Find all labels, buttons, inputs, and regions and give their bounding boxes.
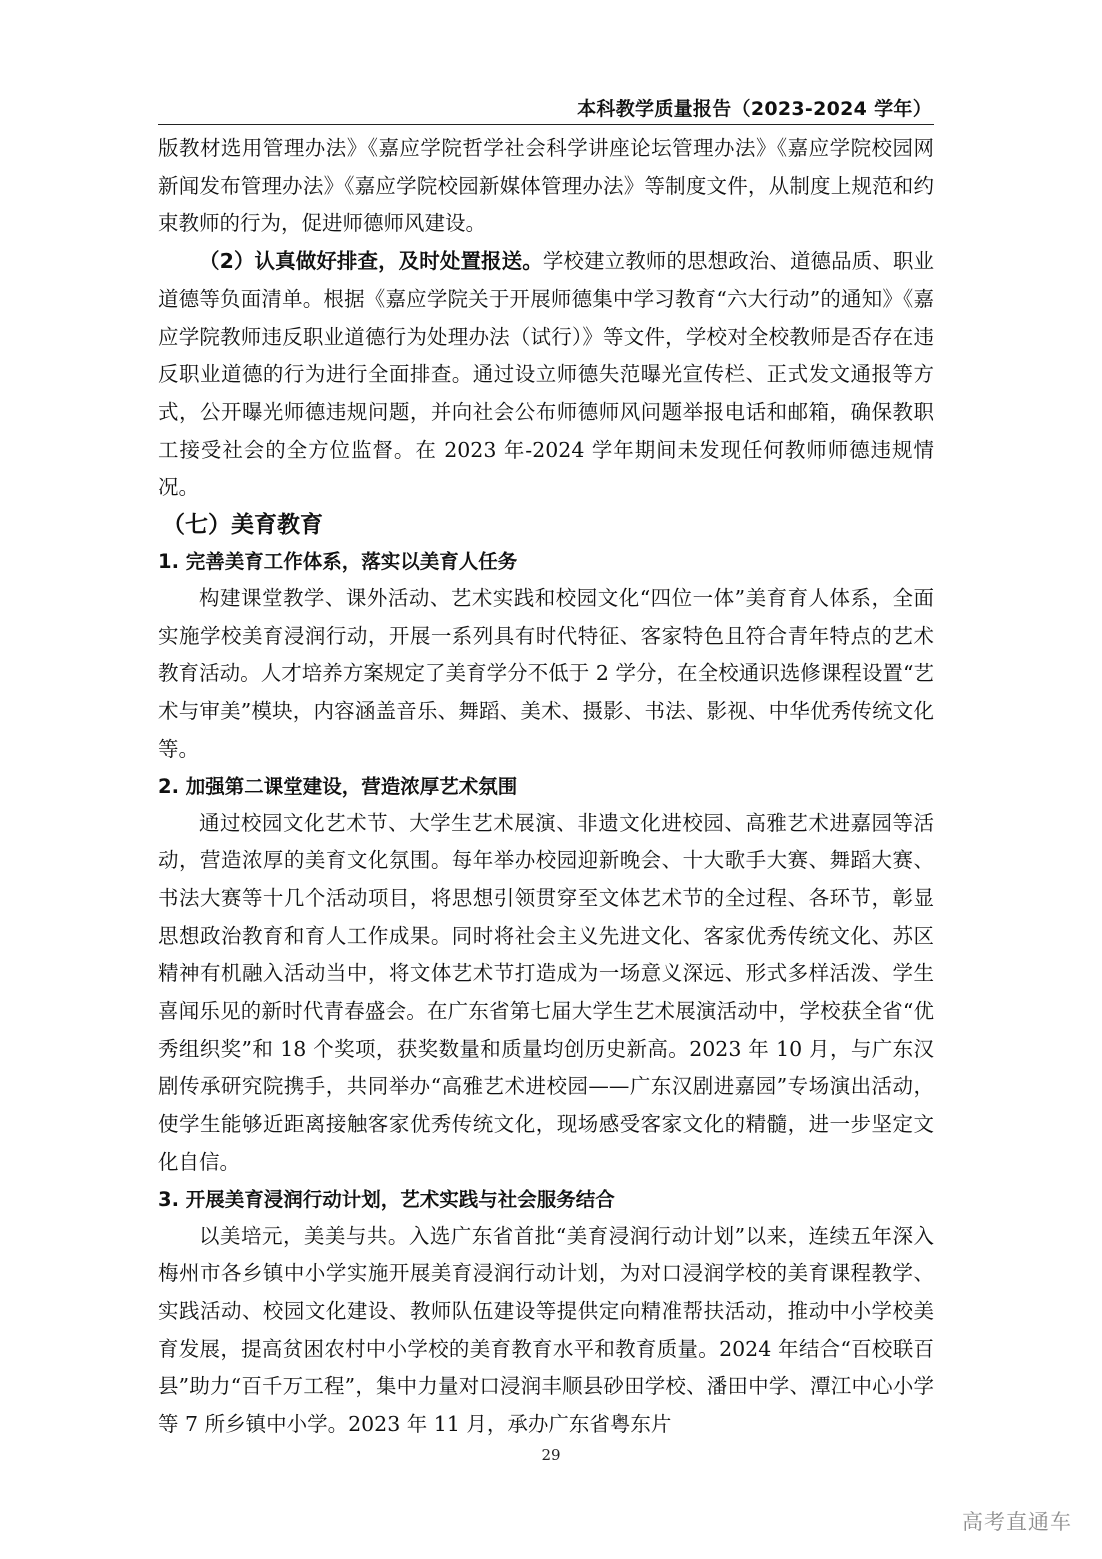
subsection-heading-3: 3. 开展美育浸润行动计划，艺术实践与社会服务结合 (158, 1187, 615, 1211)
running-header: 本科教学质量报告（2023-2024 学年） (577, 98, 932, 120)
page-number: 29 (541, 1446, 561, 1464)
page-body (158, 130, 934, 1444)
paragraph-text: 学校建立教师的思想政治、道德品质、职业道德等负面清单。根据《嘉应学院关于开展师德集中学习教育“六大行动”的通知》《嘉应学院教师违反职业道德行为处理办法（试行）》等文件，学校对全校教师是否存在违反职业道德的行为进行全面排查。通过设立师德失范曝光宣传栏、正式发文通报等方式，公开曝光师德违规问题，并向社会公布师德师风问题举报电话和邮箱，确保教职工接受社会的全方位监督。在 2023 年-2024 学年期间未发现任何教师师德违规情况。 (158, 249, 935, 500)
subsection-2-text: 通过校园文化艺术节、大学生艺术展演、非遗文化进校园、高雅艺术进嘉园等活动，营造浓厚的美育文化氛围。每年举办校园迎新晚会、十大歌手大赛、舞蹈大赛、书法大赛等十几个活动项目，将思想引领贯穿至文体艺术节的全过程、各环节，彰显思想政治教育和育人工作成果。同时将社会主义先进文化、客家优秀传统文化、苏区精神有机融入活动当中，将文体艺术节打造成为一场意义深远、形式多样活泼、学生喜闻乐见的新时代青春盛会。在广东省第七届大学生艺术展演活动中，学校获全省“优秀组织奖”和 18 个奖项，获奖数量和质量均创历史新高。2023 年 10 月，与广东汉剧传承研究院携手，共同举办“高雅艺术进校园——广东汉剧进嘉园”专场演出活动，使学生能够近距离接触客家优秀传统文化，现场感受客家文化的精髓，进一步坚定文化自信。 (158, 810, 934, 1174)
paragraph-continued: 版教材选用管理办法》《嘉应学院哲学社会科学讲座论坛管理办法》《嘉应学院校园网新闻发布管理办法》《嘉应学院校园新媒体管理办法》等制度文件，从制度上规范和约束教师的行为，促进师德师风建设。 (158, 136, 934, 236)
paragraph-investigation (158, 243, 934, 507)
section-heading: （七）美育教育 (162, 512, 323, 539)
subsection-3-text: 以美培元，美美与共。入选广东省首批“美育浸润行动计划”以来，连续五年深入梅州市各乡镇中小学实施开展美育浸润行动计划，为对口浸润学校的美育课程教学、实践活动、校园文化建设、教师队伍建设等提供定向精准帮扶活动，推动中小学校美育发展，提高贫困农村中小学校的美育教育水平和教育质量。2024 年结合“百校联百县”助力“百千万工程”，集中力量对口浸润丰顺县砂田学校、潘田中学、潭江中心小学等 7 所乡镇中小学。2023 年 11 月，承办广东省粤东片 (158, 1223, 934, 1437)
subsection-1-text: 构建课堂教学、课外活动、艺术实践和校园文化“四位一体”美育育人体系，全面实施学校美育浸润行动，开展一系列具有时代特征、客家特色且符合青年特点的艺术教育活动。人才培养方案规定了美育学分不低于 2 学分，在全校通识选修课程设置“艺术与审美”模块，内容涵盖音乐、舞蹈、美术、摄影、书法、影视、中华优秀传统文化等。 (158, 586, 934, 761)
subsection-heading-2: 2. 加强第二课堂建设，营造浓厚艺术氛围 (158, 774, 518, 798)
watermark: 高考直通车 (962, 1510, 1072, 1534)
subsection-heading-1: 1. 完善美育工作体系，落实以美育人任务 (158, 550, 518, 574)
paragraph-lead: （2）认真做好排查，及时处置报送。 (199, 249, 543, 274)
header-rule (158, 124, 934, 125)
